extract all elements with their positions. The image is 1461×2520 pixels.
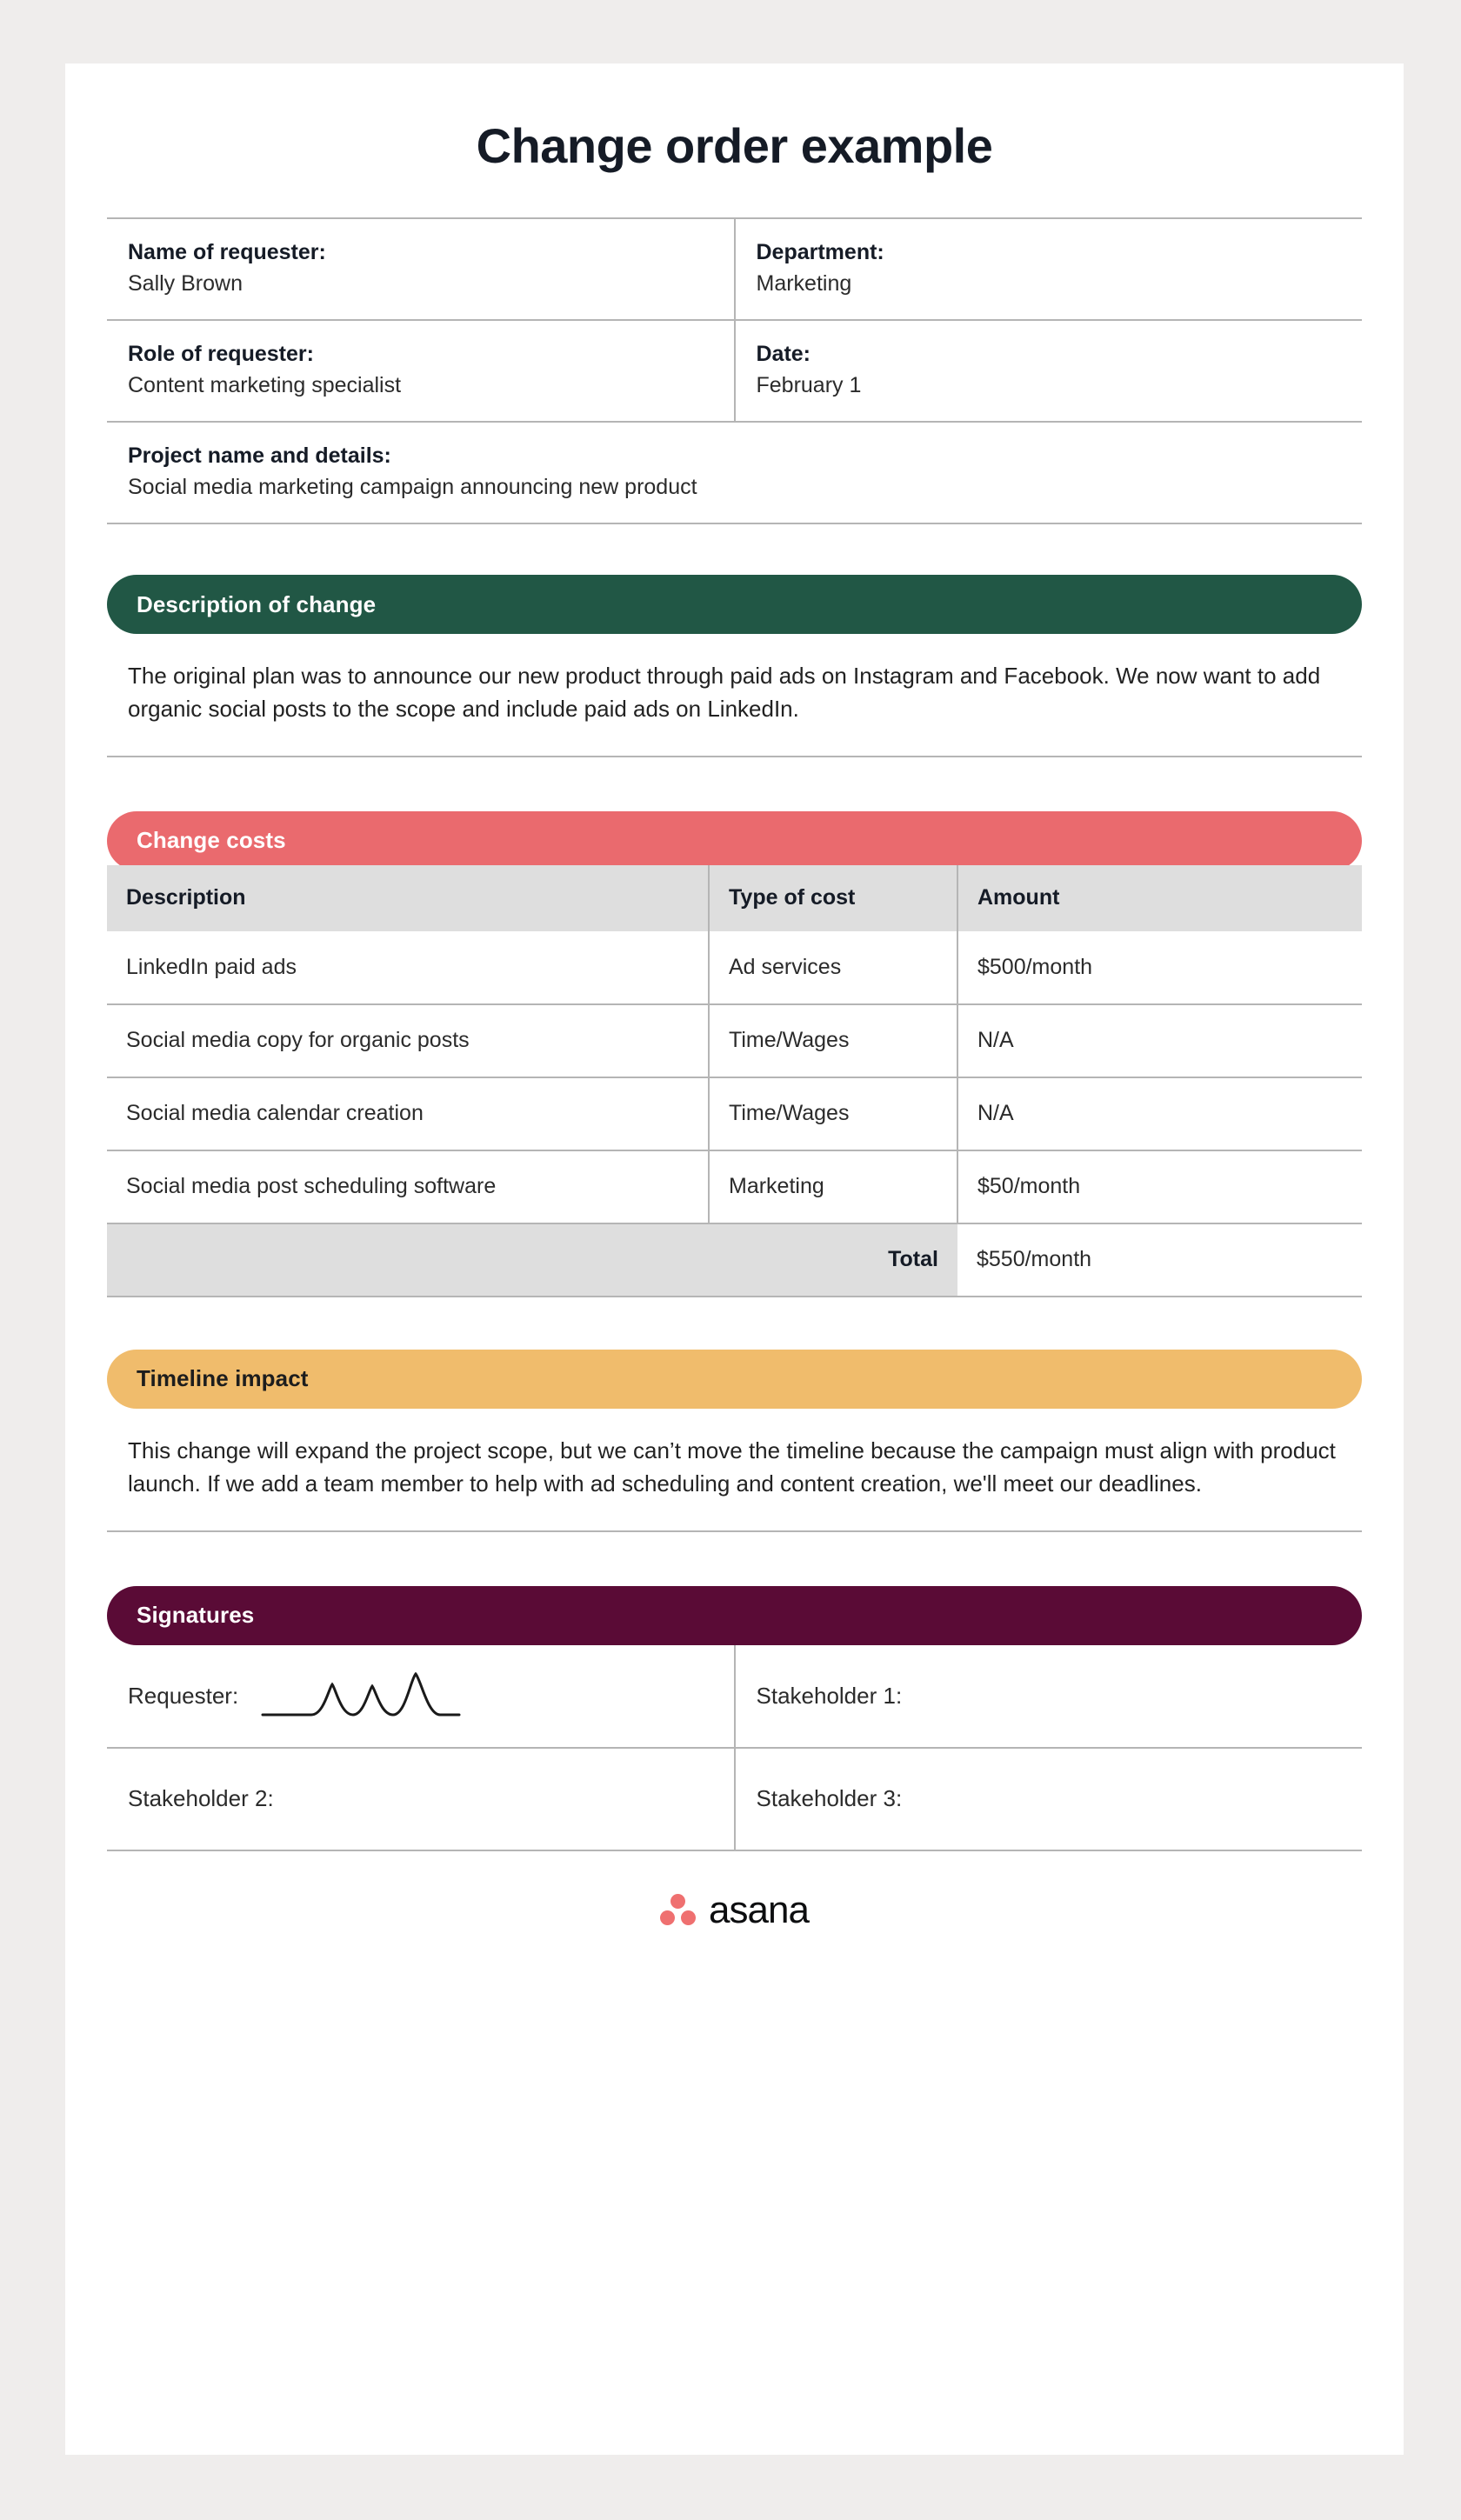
signatures-table (107, 1645, 1362, 1851)
cost-amount: N/A (957, 1077, 1362, 1150)
total-value: $550/month (957, 1223, 1362, 1297)
info-value: February 1 (756, 373, 862, 397)
info-cell-project (107, 422, 1362, 523)
info-label: Date: (756, 342, 811, 366)
cost-type: Time/Wages (709, 1077, 957, 1150)
document-card (65, 63, 1404, 2455)
change-costs-table (107, 865, 1362, 1297)
info-cell-date (735, 320, 1363, 422)
signatures-section (107, 1586, 1362, 1645)
footer-branding (107, 1851, 1362, 1930)
section-header-change-costs: Change costs (107, 811, 1362, 870)
table-row (107, 1645, 1362, 1748)
table-row (107, 1077, 1362, 1150)
table-row (107, 931, 1362, 1004)
cost-type: Time/Wages (709, 1004, 957, 1077)
info-label: Role of requester: (128, 342, 314, 366)
column-header-description: Description (107, 865, 709, 931)
info-value: Content marketing specialist (128, 373, 402, 397)
column-header-type-of-cost: Type of cost (709, 865, 957, 931)
asana-logo-icon (660, 1894, 697, 1927)
column-header-amount: Amount (957, 865, 1362, 931)
table-row (107, 1748, 1362, 1850)
section-header-signatures: Signatures (107, 1586, 1362, 1645)
signature-label: Stakeholder 3: (756, 1785, 903, 1812)
asana-wordmark: asana (709, 1888, 809, 1931)
table-row (107, 1150, 1362, 1223)
cost-amount: $50/month (957, 1150, 1362, 1223)
table-total-row (107, 1223, 1362, 1297)
table-header-row (107, 865, 1362, 931)
description-body-text: The original plan was to announce our new product through paid ads on Instagram and Facebook. We now want to add organic social posts to the scope and include paid ads on LinkedIn. (107, 634, 1362, 757)
cost-description: LinkedIn paid ads (107, 931, 709, 1004)
table-row (107, 320, 1362, 422)
info-label: Project name and details: (128, 443, 391, 468)
signature-label: Stakeholder 2: (128, 1785, 274, 1812)
timeline-body-text: This change will expand the project scope, but we can’t move the timeline because the campaign must align with product launch. If we add a team member to help with ad scheduling and content creation, we'll meet our deadlines. (107, 1409, 1362, 1532)
info-cell-department (735, 218, 1363, 320)
requester-info-table (107, 217, 1362, 524)
info-value: Social media marketing campaign announcing new product (128, 475, 697, 499)
total-label: Total (107, 1223, 957, 1297)
timeline-impact-section (107, 1350, 1362, 1532)
info-cell-name (107, 218, 735, 320)
cost-type: Ad services (709, 931, 957, 1004)
info-value: Marketing (756, 271, 852, 296)
cost-amount: $500/month (957, 931, 1362, 1004)
description-section (107, 575, 1362, 757)
table-row (107, 422, 1362, 523)
table-row (107, 1004, 1362, 1077)
signature-cell-stakeholder-2[interactable] (107, 1748, 735, 1850)
info-value: Sally Brown (128, 271, 243, 296)
change-costs-section (107, 811, 1362, 870)
document-inner (65, 63, 1404, 1930)
signature-label: Stakeholder 1: (756, 1682, 903, 1709)
cost-description: Social media copy for organic posts (107, 1004, 709, 1077)
signature-label: Requester: (128, 1682, 239, 1709)
table-row (107, 218, 1362, 320)
page-title: Change order example (476, 118, 993, 173)
cost-description: Social media post scheduling software (107, 1150, 709, 1223)
signature-cell-stakeholder-3[interactable] (735, 1748, 1363, 1850)
info-label: Department: (756, 240, 884, 264)
cost-description: Social media calendar creation (107, 1077, 709, 1150)
signature-cell-stakeholder-1[interactable] (735, 1645, 1363, 1748)
info-label: Name of requester: (128, 240, 326, 264)
section-header-description: Description of change (107, 575, 1362, 634)
section-header-timeline-impact: Timeline impact (107, 1350, 1362, 1409)
signature-mark-icon (261, 1671, 461, 1720)
cost-amount: N/A (957, 1004, 1362, 1077)
signature-cell-requester[interactable] (107, 1645, 735, 1748)
cost-type: Marketing (709, 1150, 957, 1223)
info-cell-role (107, 320, 735, 422)
